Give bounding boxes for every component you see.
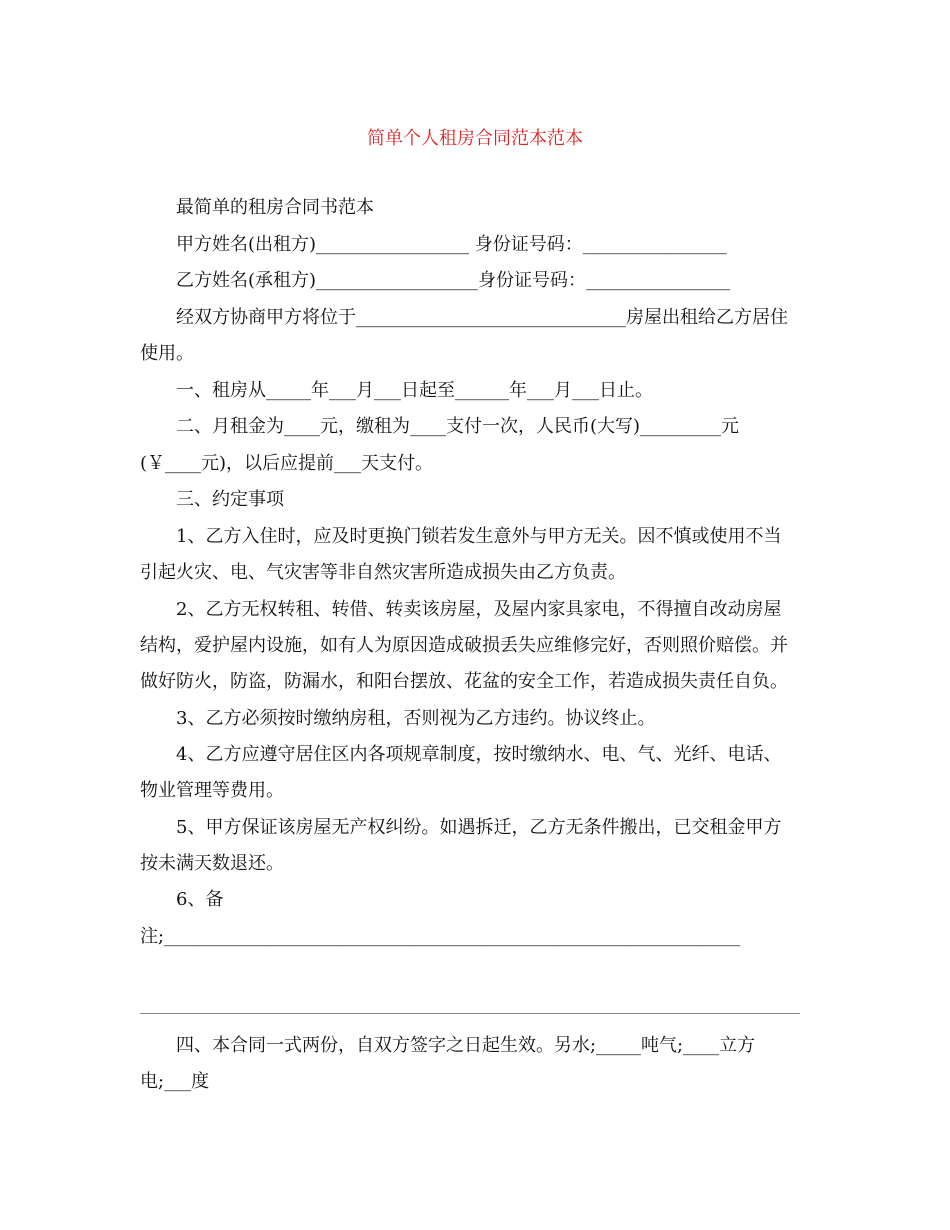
location-line: 经双方协商甲方将位于______________________________房屋出租给乙方居住 <box>176 307 788 328</box>
party-a-line: 甲方姓名(出租方)_________________ 身份证号码：________________ <box>176 234 727 255</box>
clause-4: 4、乙方应遵守居住区内各项规章制度，按时缴纳水、电、气、光纤、电话、 <box>176 744 782 765</box>
section-4-cont: 电;___度 <box>140 1071 210 1092</box>
document-title: 简单个人租房合同范本范本 <box>367 128 583 149</box>
agreement-heading: 三、约定事项 <box>176 489 284 510</box>
term-clause: 一、租房从_____年___月___日起至______年___月___日止。 <box>176 380 653 401</box>
clause-2: 2、乙方无权转租、转借、转卖该房屋，及屋内家具家电，不得擅自改动房屋 <box>176 599 782 620</box>
clause-5-cont: 按未满天数退还。 <box>140 853 284 874</box>
clause-5: 5、甲方保证该房屋无产权纠纷。如遇拆迁，乙方无条件搬出，已交租金甲方 <box>176 817 782 838</box>
clause-3: 3、乙方必须按时缴纳房租，否则视为乙方违约。协议终止。 <box>176 708 656 729</box>
location-line-cont: 使用。 <box>140 343 194 364</box>
section-4: 四、本合同一式两份，自双方签字之日起生效。另水;_____吨气;____立方 <box>176 1035 756 1056</box>
clause-1: 1、乙方入住时，应及时更换门锁若发生意外与甲方无关。因不慎或使用不当 <box>176 526 782 547</box>
clause-2-cont: 结构，爱护屋内设施，如有人为原因造成破损丢失应维修完好，否则照价赔偿。并 <box>140 635 788 656</box>
rent-clause-cont: (￥____元)，以后应提前___天支付。 <box>140 453 434 474</box>
clause-2-cont-2: 做好防火，防盗，防漏水，和阳台摆放、花盆的安全工作，若造成损失责任自负。 <box>140 671 788 692</box>
clause-1-cont: 引起火灾、电、气灾害等非自然灾害所造成损失由乙方负责。 <box>140 562 626 583</box>
clause-4-cont: 物业管理等费用。 <box>140 780 284 801</box>
party-b-line: 乙方姓名(承租方)__________________身份证号码：________________ <box>176 270 731 291</box>
subtitle: 最简单的租房合同书范本 <box>176 197 374 218</box>
rent-clause: 二、月租金为____元，缴租为____支付一次，人民币(大写)_________元 <box>176 416 740 437</box>
clause-6: 6、备 <box>176 889 224 910</box>
divider <box>140 1013 800 1014</box>
clause-6-cont: 注;________________________________________________________________ <box>140 926 741 947</box>
